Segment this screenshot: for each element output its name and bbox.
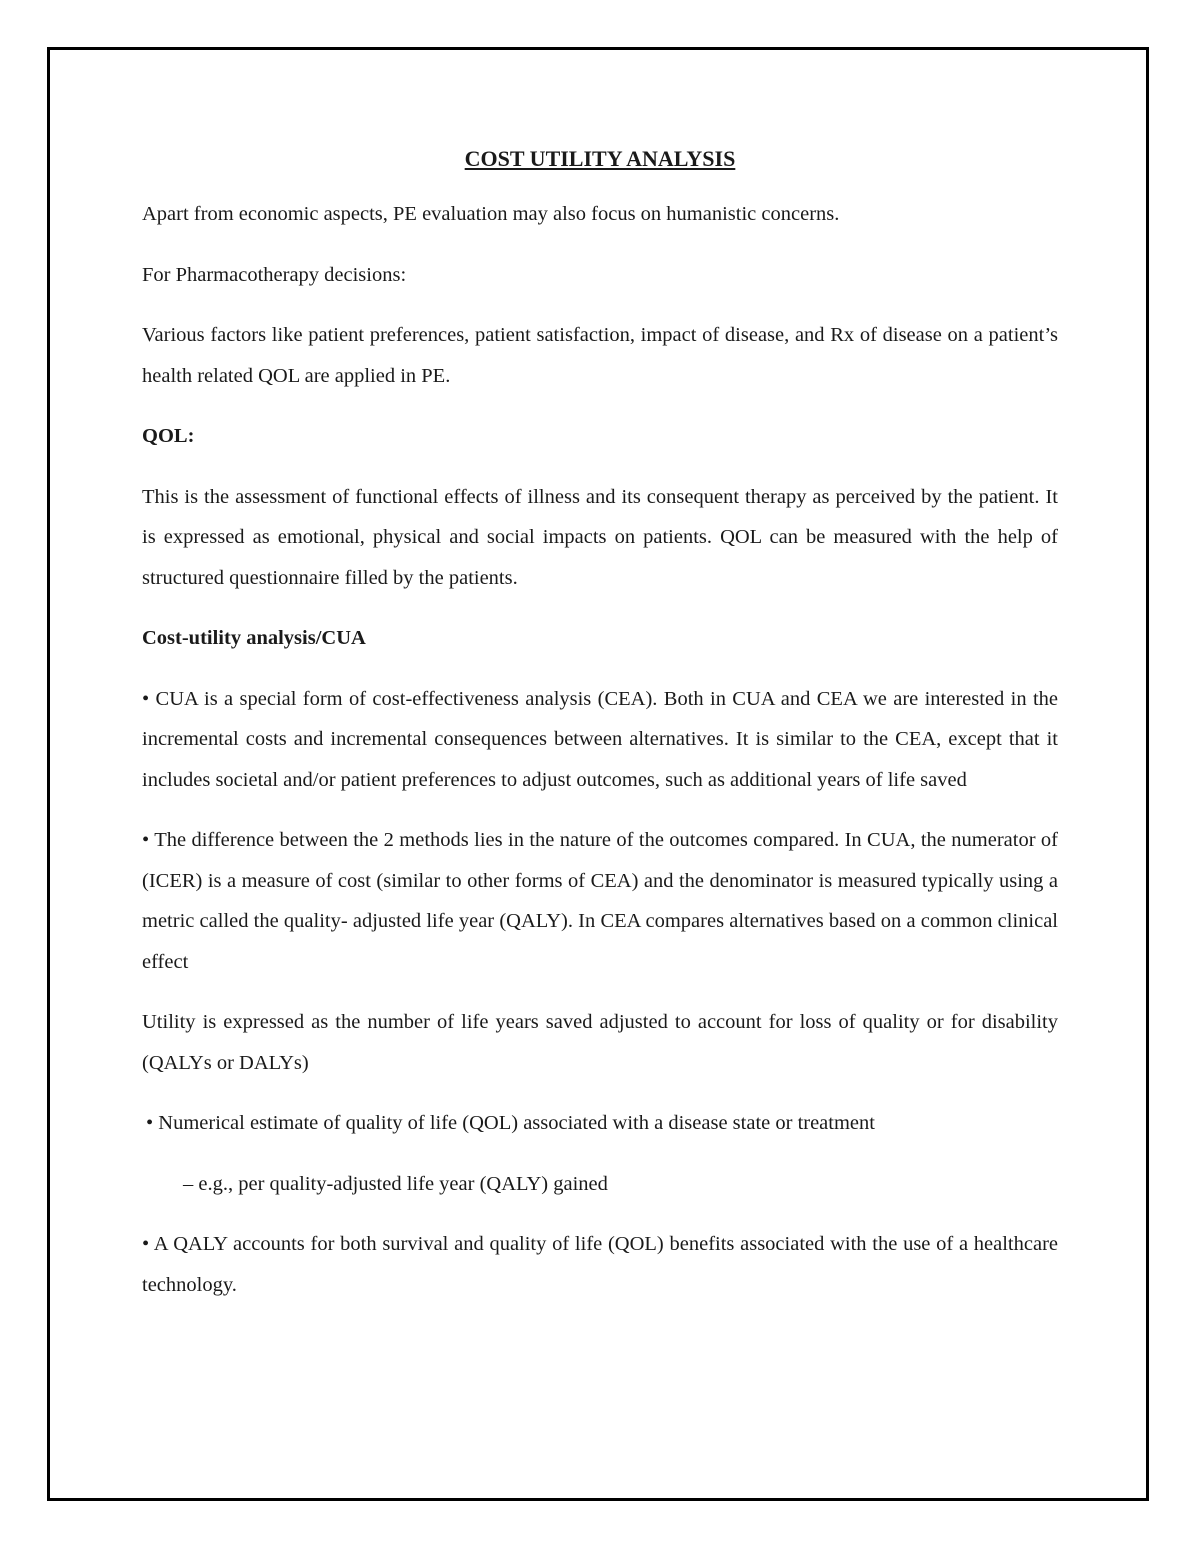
cua-bullet-1: • CUA is a special form of cost-effectiveness analysis (CEA). Both in CUA and CEA we are interested in the incremental costs and incremental consequences between alternatives. It is similar to the CEA, except that it includes societal and/or patient preferences to adjust outcomes, such as additional years of life saved xyxy=(142,687,1058,791)
cua-bullet-2: • The difference between the 2 methods lies in the nature of the outcomes compared. In CUA, the numerator of (ICER) is a measure of cost (similar to other forms of CEA) and the denominator is measured typically using a metric called the quality- adjusted life year (QALY). In CEA compares alternatives based on a common clinical effect xyxy=(142,829,1058,973)
document-title: COST UTILITY ANALYSIS xyxy=(464,146,736,171)
utility-bullet: • Numerical estimate of quality of life (QOL) associated with a disease state or treatment xyxy=(146,1112,875,1134)
qol-paragraph: This is the assessment of functional effects of illness and its consequent therapy as perceived by the patient. It is expressed as emotional, physical and social impacts on patients. QOL can be measured with the help of structured questionnaire filled by the patients. xyxy=(142,485,1058,589)
utility-subbullet: – e.g., per quality-adjusted life year (QALY) gained xyxy=(183,1172,608,1195)
intro-paragraph: Apart from economic aspects, PE evaluation may also focus on humanistic concerns. xyxy=(142,203,840,225)
qol-heading: QOL: xyxy=(142,425,195,447)
pharmacotherapy-label: For Pharmacotherapy decisions: xyxy=(142,263,407,286)
pharmacotherapy-paragraph: Various factors like patient preferences, patient satisfaction, impact of disease, and Rx of disease on a patient’s health related QOL are applied in PE. xyxy=(142,324,1058,387)
qaly-bullet: • A QALY accounts for both survival and quality of life (QOL) benefits associated with the use of a healthcare technology. xyxy=(142,1233,1058,1296)
utility-paragraph: Utility is expressed as the number of life years saved adjusted to account for loss of quality or for disability (QALYs or DALYs) xyxy=(142,1011,1058,1074)
document-body xyxy=(142,143,1058,1325)
cua-heading: Cost-utility analysis/CUA xyxy=(142,627,366,649)
